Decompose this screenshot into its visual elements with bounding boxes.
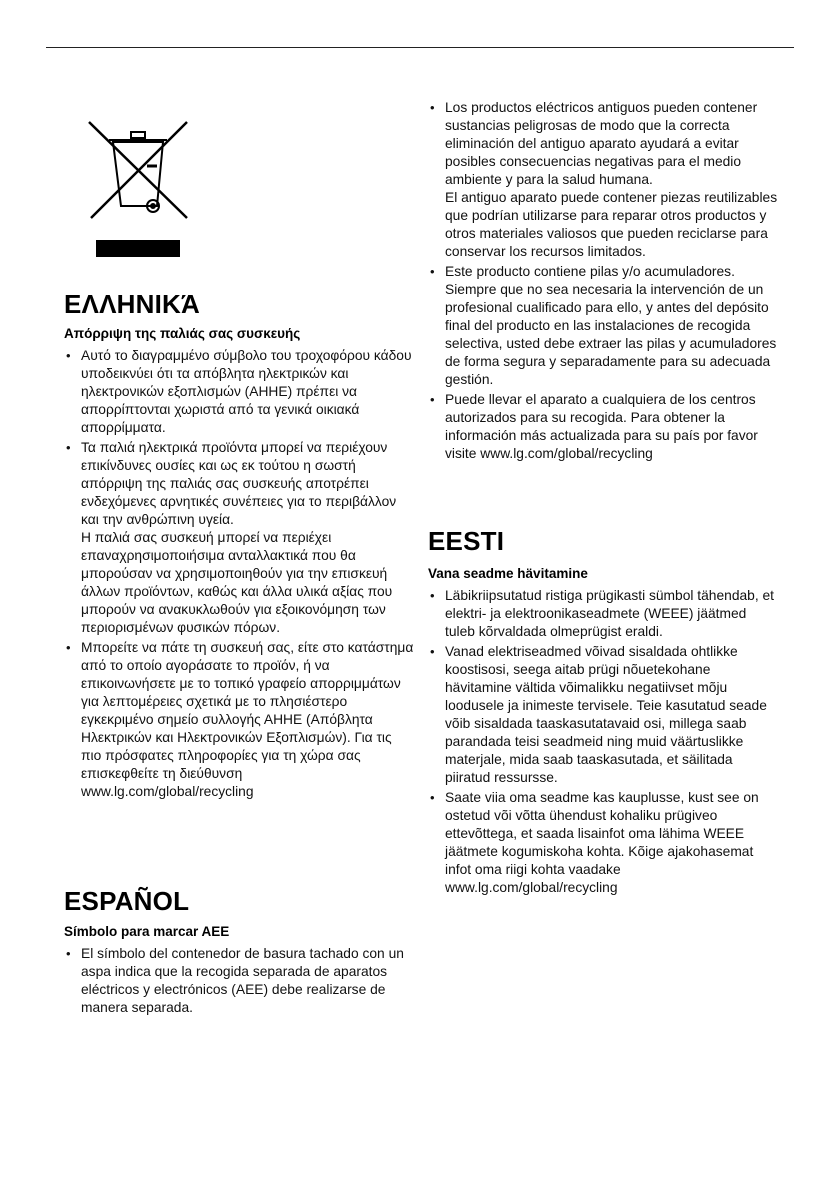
bullet-item	[428, 789, 778, 897]
bullet-item	[428, 263, 778, 389]
bullet-paragraph: Η παλιά σας συσκευή μπορεί να περιέχει επαναχρησιμοποιήσιμα ανταλλακτικά που θα μπορούσαν να χρησιμοποιηθούν για την επισκευή άλλων προϊόντων, καθώς και άλλα υλικά αξίας που μπορούν να ανακυκλωθούν για εξοικονόμηση των περιορισμένων φυσικών πόρων.	[81, 530, 393, 635]
bullet-paragraph: El antiguo aparato puede contener piezas reutilizables que podrían utilizarse para reparar otros productos y otros materiales valiosos que pueden reciclarse para conservar los recursos limitados.	[445, 190, 778, 259]
estonian-bullet-list	[428, 587, 778, 899]
spanish-heading: ESPAÑOL	[64, 886, 190, 916]
bullet-paragraph: • Puede llevar el aparato a cualquiera de los centros autorizados para su recogida. Para obtener la información más actualizada para su país por favor visite www.lg.com/global/recycling	[445, 392, 758, 461]
bullet-paragraph: • Vanad elektriseadmed võivad sisaldada ohtlikke koostisosi, seega aitab prügi nõuetekohane hävitamine vältida võimalikku negatiivset mõju loodusele ja inimeste tervisele. Teie kasutatud seade võib sisaldada taaskasutatavaid osi, millega saab parandada teisi seadmeid ning muid väärtuslikke materjale, mida saab taaskasutada, et säilitada piiratud ressursse.	[445, 644, 767, 785]
estonian-heading: EESTI	[428, 526, 505, 556]
greek-heading: ΕΛΛΗΝΙΚΆ	[64, 289, 200, 319]
spanish-bullet-list-left	[64, 945, 414, 1019]
bullet-paragraph: • Los productos eléctricos antiguos pueden contener sustancias peligrosas de modo que la correcta eliminación del antiguo aparato ayudará a evitar posibles consecuencias negativas para el medio ambiente y para la salud humana.	[445, 100, 758, 187]
bullet-paragraph: • Saate viia oma seadme kas kauplusse, kust see on ostetud või võtta ühendust kohaliku prügiveo ettevõttega, et saada lisainfot oma lähima WEEE jäätmete kogumiskoha kohta. Kõige ajakohasemat infot oma riigi kohta vaadake www.lg.com/global/recycling	[445, 790, 759, 895]
bullet-paragraph: • El símbolo del contenedor de basura tachado con un aspa indica que la recogida separada de aparatos eléctricos y electrónicos (AEE) debe realizarse de manera separada.	[81, 946, 404, 1015]
bullet-item	[64, 439, 414, 637]
estonian-subheading: Vana seadme hävitamine	[428, 566, 588, 581]
bullet-item	[64, 639, 414, 801]
bullet-item	[428, 643, 778, 787]
greek-bullet-list	[64, 347, 414, 803]
spanish-subheading: Símbolo para marcar AEE	[64, 924, 230, 939]
bullet-paragraph: • Läbikriipsutatud ristiga prügikasti sümbol tähendab, et elektri- ja elektroonikaseadmete (WEEE) jäätmed tuleb kõrvaldada olmeprügist eraldi.	[445, 588, 775, 639]
bullet-paragraph: • Αυτό το διαγραμμένο σύμβολο του τροχοφόρου κάδου υποδεικνύει ότι τα απόβλητα ηλεκτρικών και ηλεκτρονικών εξοπλισμών (ΑΗΗΕ) πρέπει να απορρίπτονται χωριστά από τα γενικά οικιακά απορρίμματα.	[81, 348, 412, 435]
greek-subheading: Απόρριψη της παλιάς σας συσκευής	[64, 326, 301, 341]
bullet-item	[428, 587, 778, 641]
spanish-bullet-list-right	[428, 99, 778, 465]
bullet-paragraph: • Μπορείτε να πάτε τη συσκευή σας, είτε στο κατάστημα από το οποίο αγοράσατε το προϊόν, ή να επικοινωνήσετε με το τοπικό γραφείο απορριμμάτων για λεπτομέρειες σχετικά με το πλησιέστερο εγκεκριμένο σημείο συλλογής ΑΗΗΕ (Απόβλητα Ηλεκτρικών και Ηλεκτρονικών Εξοπλισμών). Για τις πιο πρόσφατες πληροφορίες για τη χώρα σας επισκεφθείτε τη διεύθυνση www.lg.com/global/recycling	[81, 640, 414, 799]
bullet-paragraph: • Τα παλιά ηλεκτρικά προϊόντα μπορεί να περιέχουν επικίνδυνες ουσίες και ως εκ τούτου η σωστή απόρριψη της παλιάς σας συσκευής αποτρέπει ενδεχόμενες αρνητικές συνέπειες για το περιβάλλον και την ανθρώπινη υγεία.	[81, 440, 397, 527]
crossed-bin-icon	[87, 120, 191, 262]
bullet-item	[64, 347, 414, 437]
bullet-item	[428, 391, 778, 463]
bullet-item	[428, 99, 778, 261]
weee-black-bar	[96, 240, 180, 257]
bullet-item	[64, 945, 414, 1017]
bullet-paragraph: • Este producto contiene pilas y/o acumuladores. Siempre que no sea necesaria la intervención de un profesional cualificado para ello, y antes del depósito final del producto en las instalaciones de recogida selectiva, usted debe extraer las pilas y acumuladores de forma segura y separadamente para su adecuada gestión.	[445, 264, 777, 387]
top-rule	[46, 47, 794, 48]
